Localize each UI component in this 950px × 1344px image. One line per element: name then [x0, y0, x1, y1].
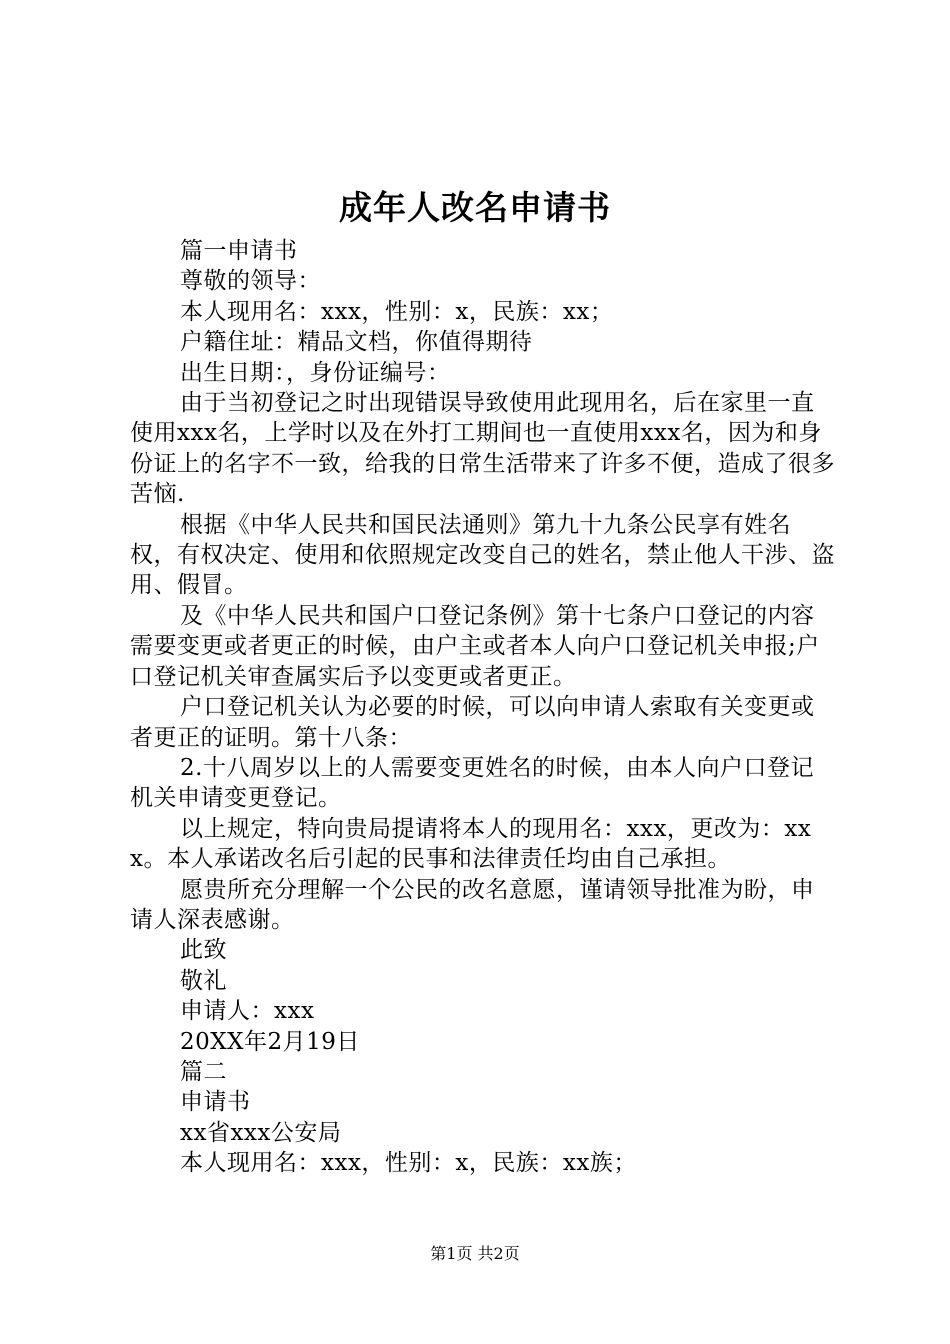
paragraph: 以上规定，特向贵局提请将本人的现用名：xxx，更改为：xxx。本人承诺改名后引起的民事和法律责任均由自己承担。: [130, 815, 812, 873]
paragraph: 20XX年2月19日: [180, 1028, 360, 1055]
paragraph: 此致: [180, 937, 227, 964]
paragraph: 出生日期：，身份证编号：: [180, 359, 451, 386]
paragraph: 申请人：xxx: [180, 998, 315, 1025]
document-body: [130, 236, 835, 1179]
paragraph: 敬礼: [180, 967, 227, 994]
paragraph: 篇二: [180, 1058, 227, 1085]
paragraph: 本人现用名：xxx，性别：x，民族：xx；: [180, 298, 614, 325]
paragraph: 户籍住址：精品文档，你值得期待: [180, 329, 533, 356]
paragraph: 根据《中华人民共和国民法通则》第九十九条公民享有姓名权，有权决定、使用和依照规定改变自己的姓名，禁止他人干涉、盗用、假冒。: [130, 511, 835, 599]
paragraph: 户口登记机关认为必要的时候，可以向申请人索取有关变更或者更正的证明。第十八条：: [130, 694, 815, 751]
paragraph: 及《中华人民共和国户口登记条例》第十七条户口登记的内容需要变更或者更正的时候，由户主或者本人向户口登记机关申报;户口登记机关审查属实后予以变更或者更正。: [130, 602, 820, 690]
paragraph: 愿贵所充分理解一个公民的改名意愿，谨请领导批准为盼，申请人深表感谢。: [130, 876, 815, 933]
paragraph: 2.十八周岁以上的人需要变更姓名的时候，由本人向户口登记机关申请变更登记。: [130, 754, 814, 812]
paragraph: 篇一申请书: [180, 238, 298, 264]
paragraph: 本人现用名：xxx，性别：x，民族：xx族；: [180, 1150, 637, 1177]
paragraph: 尊敬的领导：: [180, 268, 321, 295]
document-title: 成年人改名申请书: [339, 188, 611, 227]
paragraph: 申请书: [180, 1089, 251, 1116]
paragraph: xx省xxx公安局: [180, 1119, 342, 1146]
paragraph: 由于当初登记之时出现错误导致使用此现用名，后在家里一直使用xxx名，上学时以及在外打工期间也一直使用xxx名，因为和身份证上的名字不一致，给我的日常生活带来了许多不便，造成了很多苦恼.: [130, 390, 835, 508]
page-footer: 第1页 共2页: [430, 1244, 520, 1263]
